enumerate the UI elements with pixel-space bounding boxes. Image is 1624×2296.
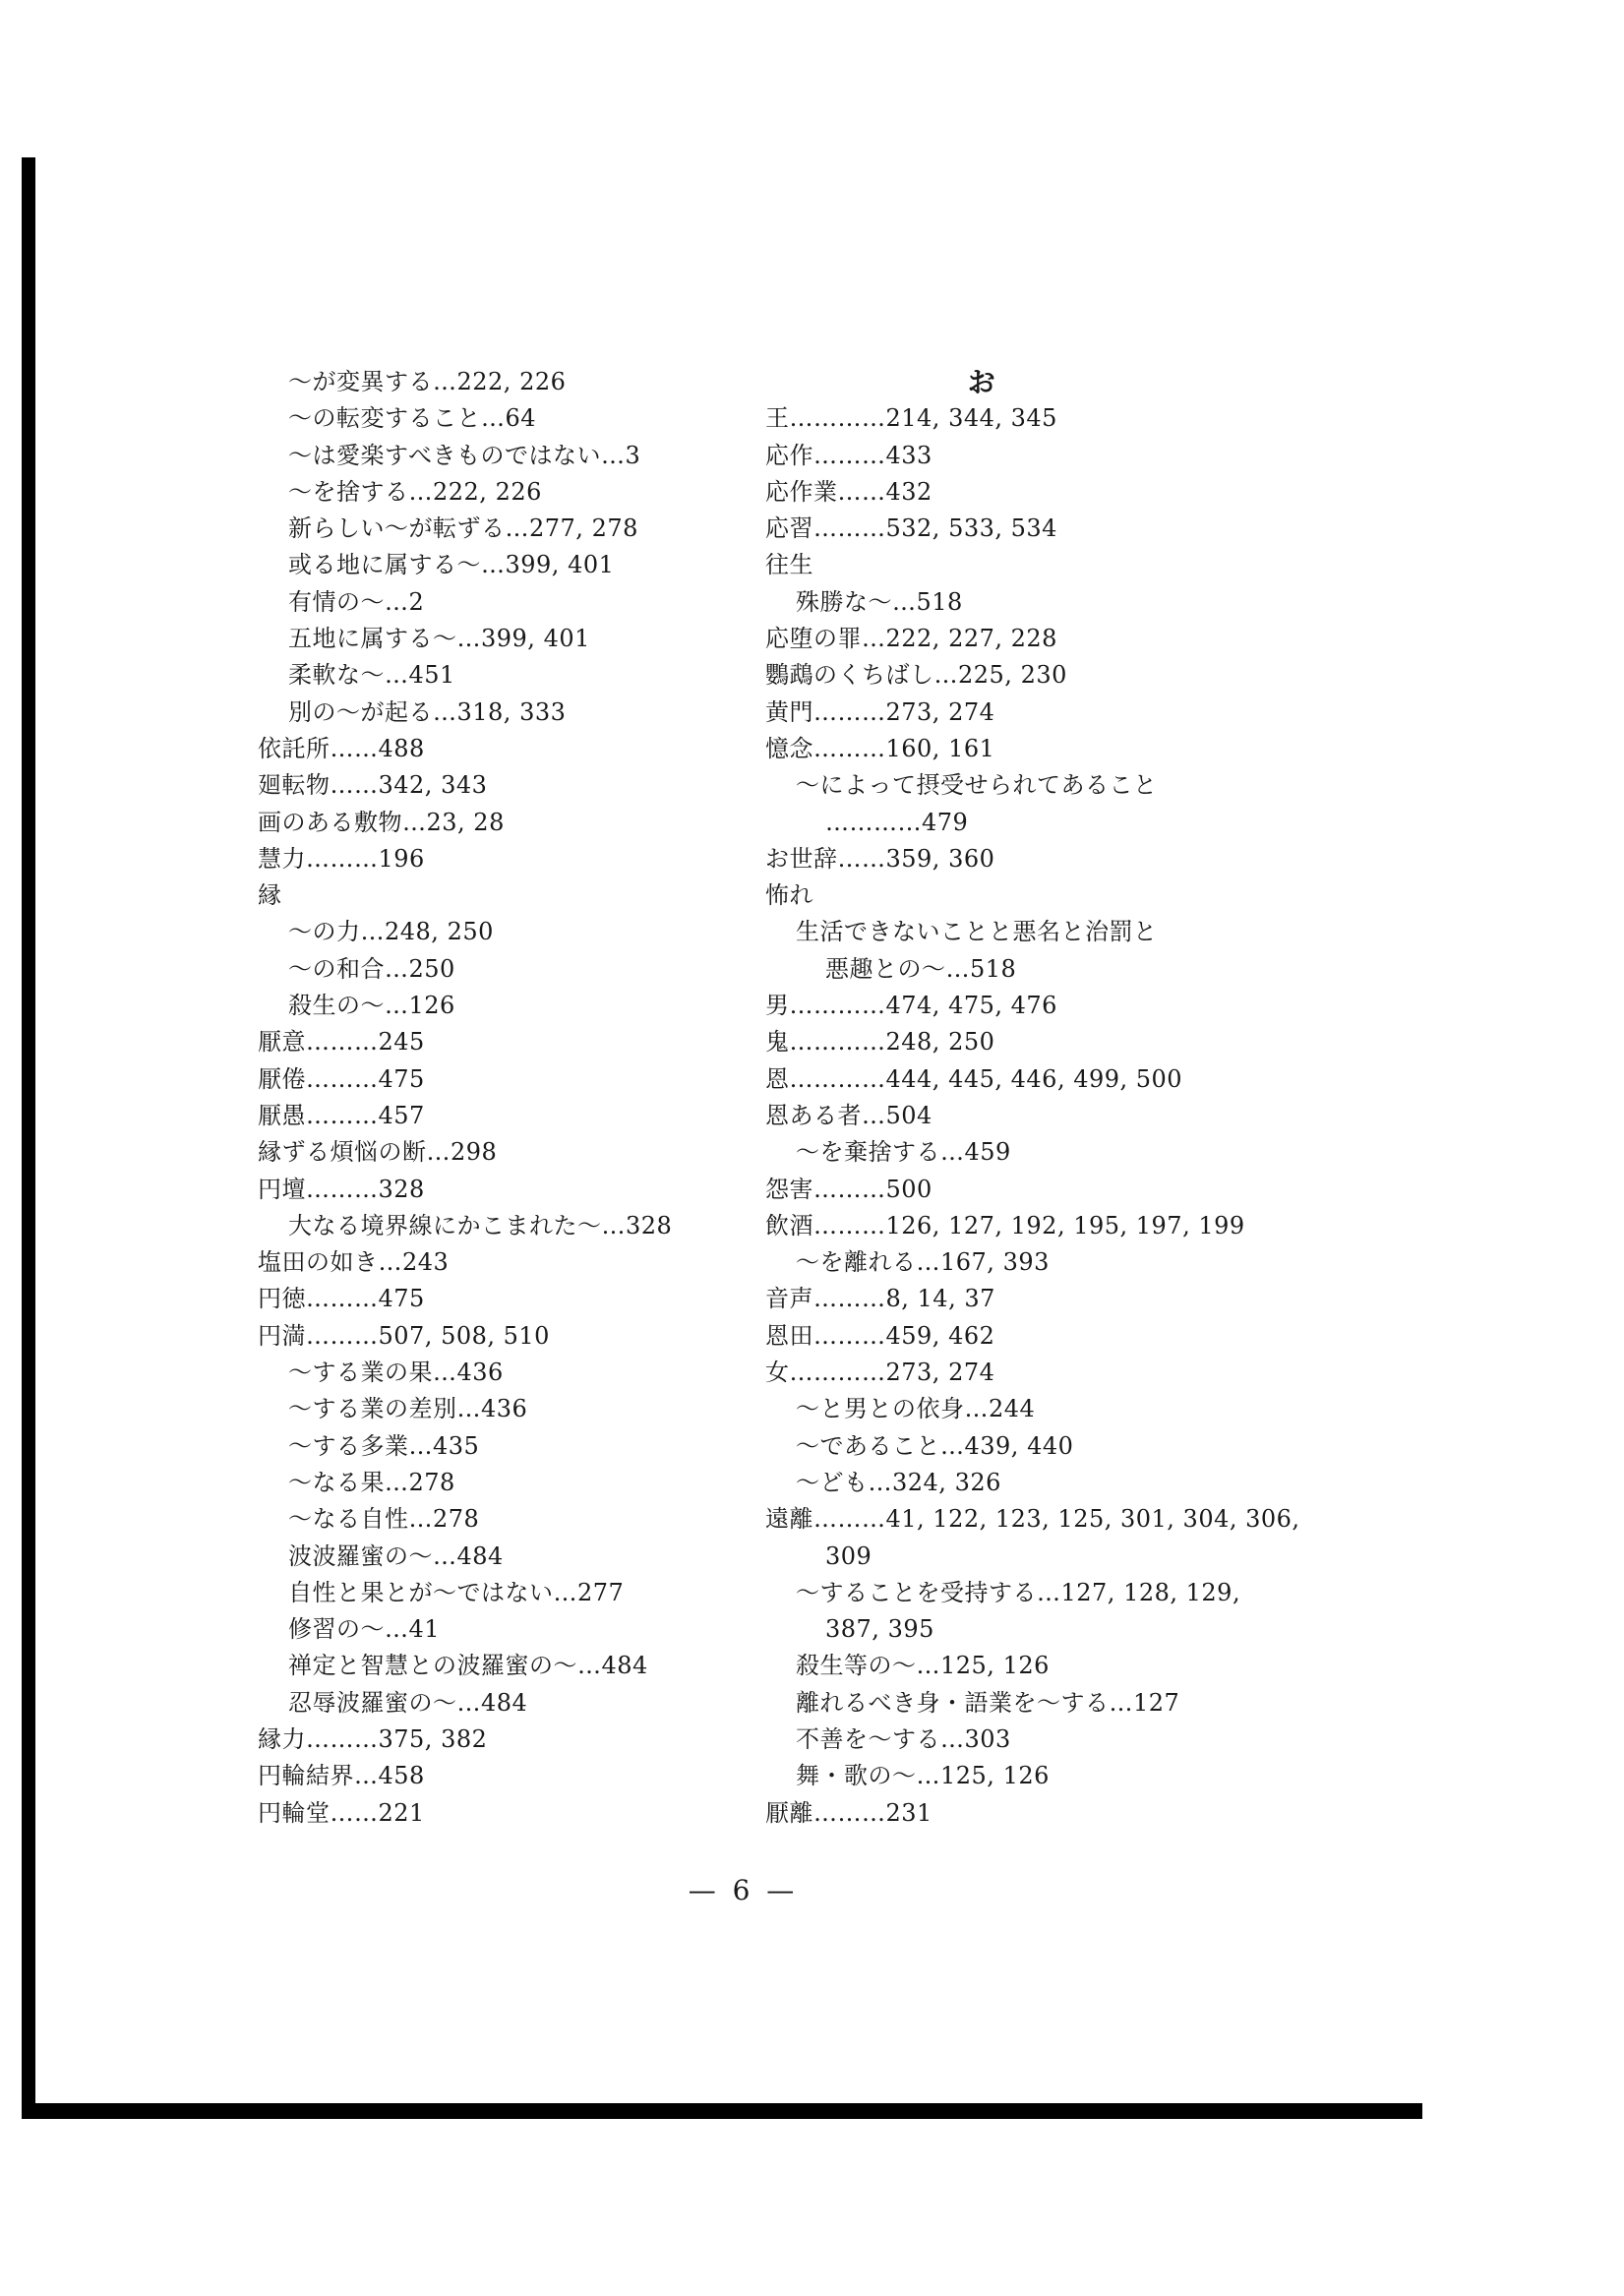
index-subentry: 〜の力…248, 250 [288,918,494,946]
index-entry: 円満………507, 508, 510 [258,1321,550,1350]
index-subentry: …………479 [825,808,969,836]
index-entry: 厭意………245 [258,1028,425,1057]
index-entry: 恩ある者…504 [765,1101,932,1129]
index-subentry: 〜することを受持する…127, 128, 129, [796,1578,1241,1606]
index-entry: 応堕の罪…222, 227, 228 [765,625,1057,653]
index-entry: 依託所……488 [258,734,425,762]
index-subentry: 自性と果とが〜ではない…277 [288,1578,625,1606]
index-subentry: 〜によって摂受せられてあること [796,771,1158,800]
index-subentry: 或る地に属する〜…399, 401 [288,551,615,579]
index-entry: 応習………532, 533, 534 [765,514,1057,543]
index-entry: お世辞……359, 360 [765,844,995,873]
scan-edge-left [22,157,35,2115]
index-subentry: 殺生等の〜…125, 126 [796,1652,1050,1680]
index-entry: 厭離………231 [765,1798,932,1827]
index-entry: 画のある敷物…23, 28 [258,808,505,836]
index-entry: 音声………8, 14, 37 [765,1285,995,1313]
index-entry: 廻転物……342, 343 [258,771,488,800]
index-entry: 厭愚………457 [258,1101,425,1129]
index-subentry: 離れるべき身・語業を〜する…127 [796,1688,1180,1717]
index-entry: 往生 [765,551,813,579]
index-entry: 円壇………328 [258,1175,425,1203]
index-entry: 怖れ [765,881,813,910]
index-subentry: 殺生の〜…126 [288,992,455,1020]
index-subentry: 〜する多業…435 [288,1431,480,1460]
index-entry: 応作………433 [765,441,932,469]
index-subentry: 387, 395 [825,1615,934,1644]
index-entry: 黄門………273, 274 [765,697,995,726]
index-entry: 応作業……432 [765,477,932,506]
index-entry: 鬼…………248, 250 [765,1028,995,1057]
index-subentry: 不善を〜する…303 [796,1724,1011,1753]
index-entry: 恩田………459, 462 [765,1321,995,1350]
index-subentry: 〜なる果…278 [288,1468,455,1496]
index-entry: 王…………214, 344, 345 [765,404,1057,433]
index-entry: 男…………474, 475, 476 [765,992,1057,1020]
scan-edge-bottom [22,2103,1422,2119]
index-subentry: 新らしい〜が転ずる…277, 278 [288,514,638,543]
index-subentry: 309 [825,1541,872,1570]
index-subentry: 〜が変異する…222, 226 [288,368,567,395]
index-subentry: 禅定と智慧との波羅蜜の〜…484 [288,1652,648,1680]
index-subentry: 生活できないことと悪名と治罰と [796,918,1158,946]
index-entry: 恩…………444, 445, 446, 499, 500 [765,1064,1183,1093]
index-entry: 塩田の如き…243 [258,1248,450,1277]
index-subentry: 殊勝な〜…518 [796,587,963,616]
index-subentry: 〜は愛楽すべきものではない…3 [288,441,641,469]
index-subentry: 大なる境界線にかこまれた〜…328 [288,1211,673,1239]
index-subentry: 柔軟な〜…451 [288,661,455,690]
index-subentry: 〜の和合…250 [288,954,455,983]
index-subentry: 〜であること…439, 440 [796,1431,1074,1460]
index-subentry: 〜の転変すること…64 [288,404,537,433]
index-subentry: 五地に属する〜…399, 401 [288,625,590,653]
section-heading-o: お [967,366,996,398]
index-entry: 円輪結界…458 [258,1762,425,1790]
index-entry: 円輪堂……221 [258,1798,425,1827]
index-subentry: 舞・歌の〜…125, 126 [796,1762,1050,1790]
index-entry: 円徳………475 [258,1285,425,1313]
index-subentry: 〜なる自性…278 [288,1505,480,1534]
index-entry: 女…………273, 274 [765,1359,995,1387]
index-column-left [258,364,730,1832]
index-subentry: 〜と男との依身…244 [796,1395,1036,1423]
index-entry: 憶念………160, 161 [765,734,995,762]
index-subentry: 〜する業の果…436 [288,1359,504,1387]
index-subentry: 〜する業の差別…436 [288,1395,528,1423]
index-subentry: 別の〜が起る…318, 333 [288,697,567,726]
index-entry: 飲酒………126, 127, 192, 195, 197, 199 [765,1211,1245,1239]
index-entry: 縁力………375, 382 [258,1724,488,1753]
index-subentry: 修習の〜…41 [288,1615,441,1644]
index-subentry: 〜ども…324, 326 [796,1468,1001,1496]
index-entry: 鸚鵡のくちばし…225, 230 [765,661,1067,690]
index-subentry: 波波羅蜜の〜…484 [288,1541,504,1570]
index-subentry: 〜を棄捨する…459 [796,1138,1011,1167]
index-column-right [765,364,1316,1832]
index-subentry: 〜を捨する…222, 226 [288,477,542,506]
index-entry: 縁 [258,881,282,910]
index-entry: 縁ずる煩悩の断…298 [258,1138,498,1167]
index-subentry: 悪趣との〜…518 [825,954,1017,983]
index-subentry: 〜を離れる…167, 393 [796,1248,1050,1277]
index-entry: 遠離………41, 122, 123, 125, 301, 304, 306, [765,1505,1300,1534]
index-subentry: 有情の〜…2 [288,587,425,616]
index-entry: 怨害………500 [765,1175,932,1203]
index-subentry: 忍辱波羅蜜の〜…484 [288,1688,528,1717]
page-number: — 6 — [688,1874,799,1906]
index-entry: 慧力………196 [258,844,425,873]
index-entry: 厭倦………475 [258,1064,425,1093]
